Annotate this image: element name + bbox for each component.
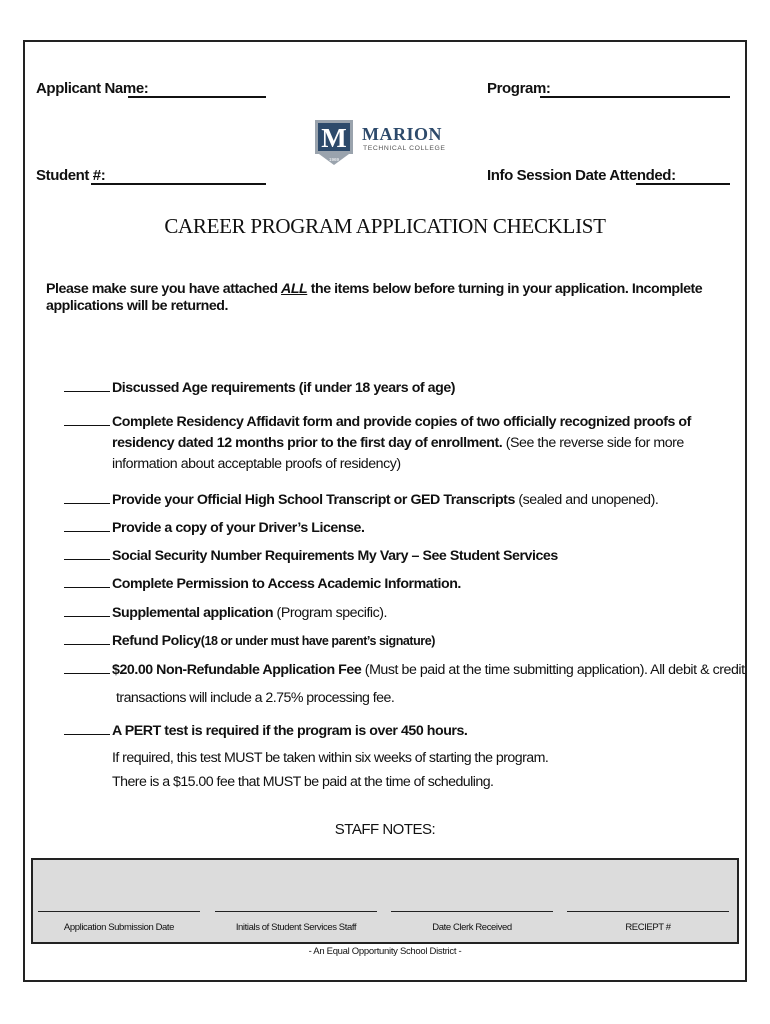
checklist-item: Complete Residency Affidavit form and provide copies of two officially recognized proofs of residency dated 12 months prior to the first day of enrollment. (See the reverse side for more information about acceptable proofs of residency)	[64, 411, 691, 475]
checklist-item: Discussed Age requirements (if under 18 years of age)	[64, 377, 455, 400]
checklist-item: Provide a copy of your Driver’s License.	[64, 517, 364, 540]
info-session-label: Info Session Date Attended:	[487, 167, 676, 184]
page-title: CAREER PROGRAM APPLICATION CHECKLIST	[164, 214, 606, 238]
signature-line[interactable]	[215, 911, 377, 912]
check-blank[interactable]	[64, 489, 110, 504]
checklist-item-continued: There is a $15.00 fee that MUST be paid at the time of scheduling.	[112, 774, 494, 790]
checklist-item-continued: transactions will include a 2.75% processing fee.	[116, 690, 395, 706]
check-blank[interactable]	[64, 630, 110, 645]
student-number-label: Student #:	[36, 167, 106, 184]
applicant-name-field[interactable]	[128, 96, 266, 98]
info-session-date-field[interactable]	[636, 183, 730, 185]
checklist-item: Provide your Official High School Transcript or GED Transcripts (sealed and unopened).	[64, 489, 658, 512]
check-blank[interactable]	[64, 659, 110, 674]
program-field[interactable]	[540, 96, 730, 98]
application-submission-date-label: Application Submission Date	[63, 922, 175, 933]
date-clerk-received-label: Date Clerk Received	[432, 922, 512, 933]
receipt-number-label: RECIEPT #	[625, 922, 671, 933]
checklist-item: Supplemental application (Program specific).	[64, 602, 387, 625]
signature-line[interactable]	[38, 911, 200, 912]
student-number-field[interactable]	[91, 183, 266, 185]
program-label: Program:	[487, 80, 551, 97]
check-blank[interactable]	[64, 602, 110, 617]
check-blank[interactable]	[64, 545, 110, 560]
check-blank[interactable]	[64, 377, 110, 392]
checklist-item: Social Security Number Requirements My Vary – See Student Services	[64, 545, 558, 568]
footer-text: - An Equal Opportunity School District -	[308, 946, 462, 957]
check-blank[interactable]	[64, 720, 110, 735]
applicant-name-label: Applicant Name:	[36, 80, 149, 97]
check-blank[interactable]	[64, 573, 110, 588]
checklist-item: Complete Permission to Access Academic Information.	[64, 573, 461, 596]
logo-letter: M	[321, 123, 347, 153]
staff-initials-label: Initials of Student Services Staff	[235, 922, 357, 933]
marion-technical-college-logo	[313, 118, 463, 175]
logo-tagline: TECHNICAL COLLEGE	[363, 145, 446, 152]
logo-name: MARION	[362, 124, 442, 144]
emphasis-all: ALL	[281, 281, 308, 297]
checklist-item: $20.00 Non-Refundable Application Fee (Must be paid at the time submitting application). All debit & credit	[64, 659, 745, 682]
checklist-item: A PERT test is required if the program is over 450 hours.	[64, 720, 467, 743]
instructions: Please make sure you have attached ALL the items below before turning in your application. Incomplete applications will be returned.	[46, 281, 703, 314]
checklist-item-continued: If required, this test MUST be taken within six weeks of starting the program.	[112, 750, 549, 766]
checklist-item: Refund Policy(18 or under must have parent’s signature)	[64, 630, 435, 653]
check-blank[interactable]	[64, 411, 110, 426]
signature-line[interactable]	[391, 911, 553, 912]
staff-notes-label: STAFF NOTES:	[334, 821, 436, 838]
logo-seal-text: 1969	[328, 157, 340, 162]
check-blank[interactable]	[64, 517, 110, 532]
signature-line[interactable]	[567, 911, 729, 912]
